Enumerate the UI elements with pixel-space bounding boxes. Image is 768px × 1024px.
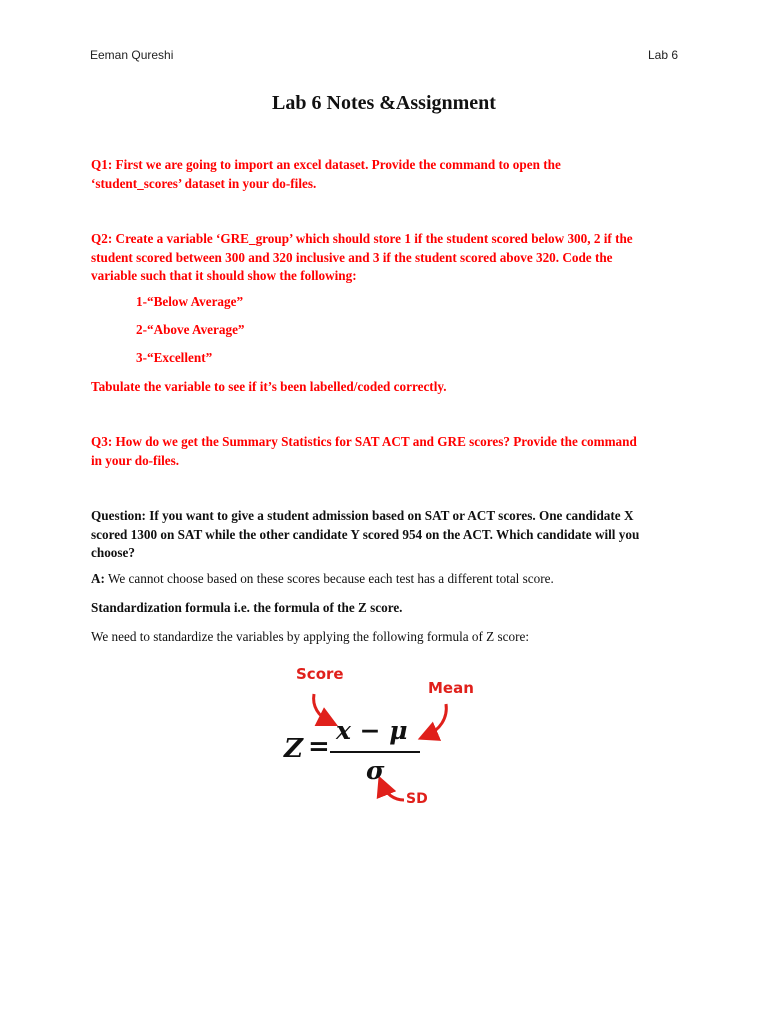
question-3-line-2: in your do-files. xyxy=(91,452,180,468)
header-lab: Lab 6 xyxy=(647,48,678,62)
question-1-line-2: ‘student_scores’ dataset in your do-files. xyxy=(91,175,317,191)
admission-question-line-1: Question: If you want to give a student admission based on SAT or ACT scores. One candidate X xyxy=(91,508,634,523)
question-2-line-3: variable such that it should show the following: xyxy=(91,268,357,284)
numerator: x − μ xyxy=(336,716,408,745)
question-3-line-1: Q3: How do we get the Summary Statistics for SAT ACT and GRE scores? Provide the command xyxy=(91,434,637,449)
score-label: Score xyxy=(296,665,344,683)
denominator: σ xyxy=(366,756,385,785)
mean-arrow-icon xyxy=(426,704,446,736)
equals-sign: = xyxy=(308,732,330,762)
question-1 xyxy=(91,156,681,193)
z-symbol: Z xyxy=(284,734,303,764)
z-score-formula xyxy=(270,660,490,820)
sd-label: SD xyxy=(406,791,428,807)
admission-question-line-3: choose? xyxy=(91,545,135,561)
question-2 xyxy=(91,230,681,286)
answer-text: We cannot choose based on these scores because each test has a different total score. xyxy=(104,571,554,586)
question-1-line-1: Q1: First we are going to import an excel dataset. Provide the command to open the xyxy=(91,157,561,172)
question-2-line-1: Q2: Create a variable ‘GRE_group’ which should store 1 if the student scored below 300, 2 if the xyxy=(91,231,633,246)
page-title: Lab 6 Notes &Assignment xyxy=(272,92,496,114)
question-2-line-2: student scored between 300 and 320 inclusive and 3 if the student scored above 320. Code the xyxy=(91,249,613,265)
admission-question xyxy=(91,507,681,563)
question-3 xyxy=(91,433,681,470)
standardization-heading: Standardization formula i.e. the formula of the Z score. xyxy=(91,600,403,615)
score-arrow-icon xyxy=(314,694,330,722)
standardize-text: We need to standardize the variables by applying the following formula of Z score: xyxy=(91,629,530,644)
list-item: 2-“Above Average” xyxy=(136,322,245,337)
mean-label: Mean xyxy=(428,679,474,697)
tabulate-instruction: Tabulate the variable to see if it’s been labelled/coded correctly. xyxy=(91,379,447,394)
admission-question-line-2: scored 1300 on SAT while the other candidate Y scored 954 on the ACT. Which candidate will you xyxy=(91,526,640,542)
header-author: Eeman Qureshi xyxy=(90,48,174,62)
list-item: 3-“Excellent” xyxy=(136,350,213,365)
sd-arrow-icon xyxy=(382,784,404,800)
answer xyxy=(91,570,681,589)
list-item: 1-“Below Average” xyxy=(136,294,244,309)
answer-prefix: A: xyxy=(91,571,105,586)
